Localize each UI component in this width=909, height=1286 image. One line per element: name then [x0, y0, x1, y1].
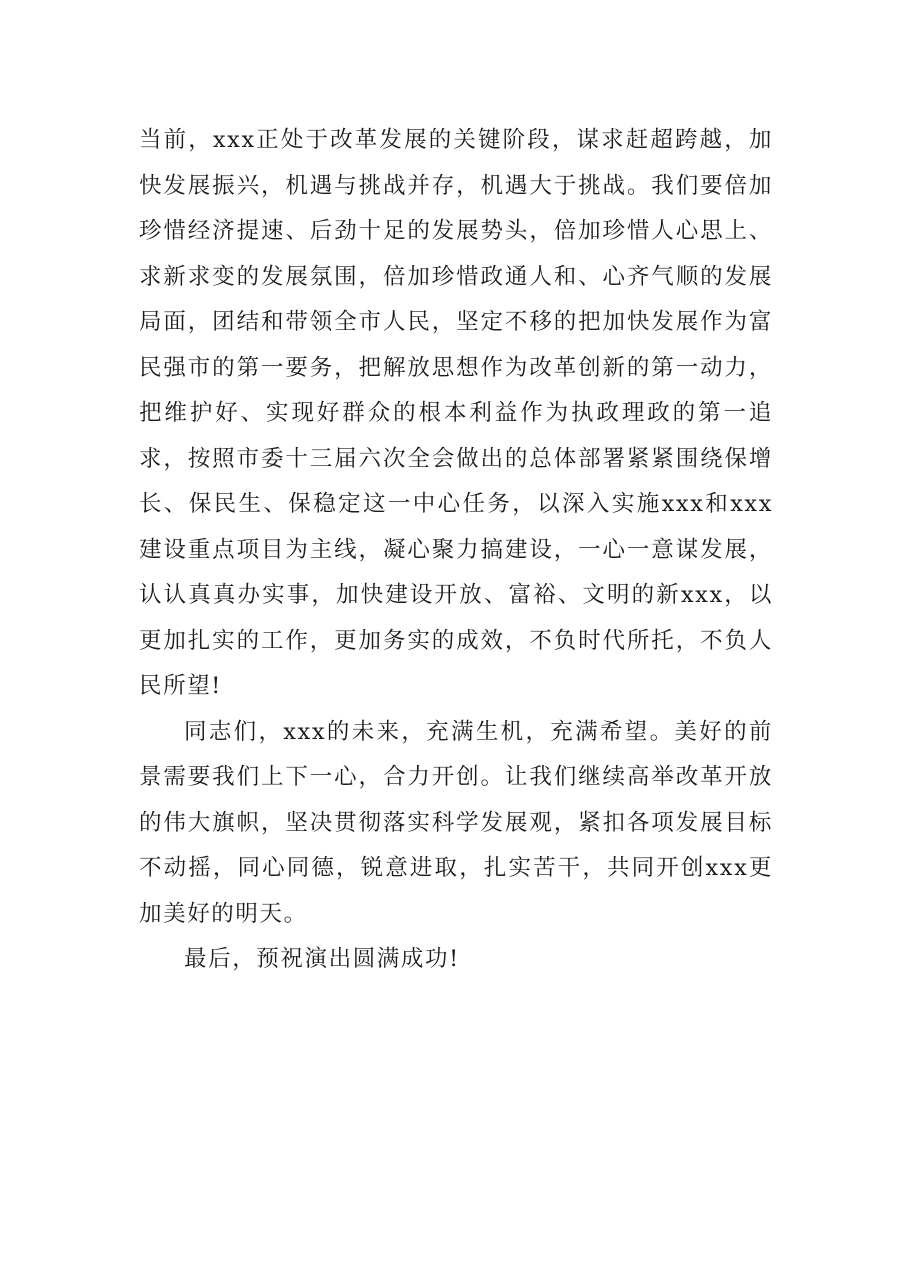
paragraph-closing-wish: 最后，预祝演出圆满成功! [184, 946, 460, 972]
paragraph-comrades-future: 同志们，xxx的未来，充满生机，充满希望。美好的前景需要我们上下一心，合力开创。让我们继续高举改革开放的伟大旗帜，坚决贯彻落实科学发展观，紧扣各项发展目标不动摇，同心同德，锐意进取，扎实苦干，共同开创xxx更加美好的明天。 [139, 718, 773, 927]
document-body [139, 118, 773, 983]
paragraph-reform-development: 当前，xxx正处于改革发展的关键阶段，谋求赶超跨越，加快发展振兴，机遇与挑战并存，机遇大于挑战。我们要倍加珍惜经济提速、后劲十足的发展势头，倍加珍惜人心思上、求新求变的发展氛围，倍加珍惜政通人和、心齐气顺的发展局面，团结和带领全市人民，坚定不移的把加快发展作为富民强市的第一要务，把解放思想作为改革创新的第一动力，把维护好、实现好群众的根本利益作为执政理政的第一追求，按照市委十三届六次全会做出的总体部署紧紧围绕保增长、保民生、保稳定这一中心任务，以深入实施xxx和xxx建设重点项目为主线，凝心聚力搞建设，一心一意谋发展，认认真真办实事，加快建设开放、富裕、文明的新xxx，以更加扎实的工作，更加务实的成效，不负时代所托，不负人民所望! [139, 127, 773, 699]
